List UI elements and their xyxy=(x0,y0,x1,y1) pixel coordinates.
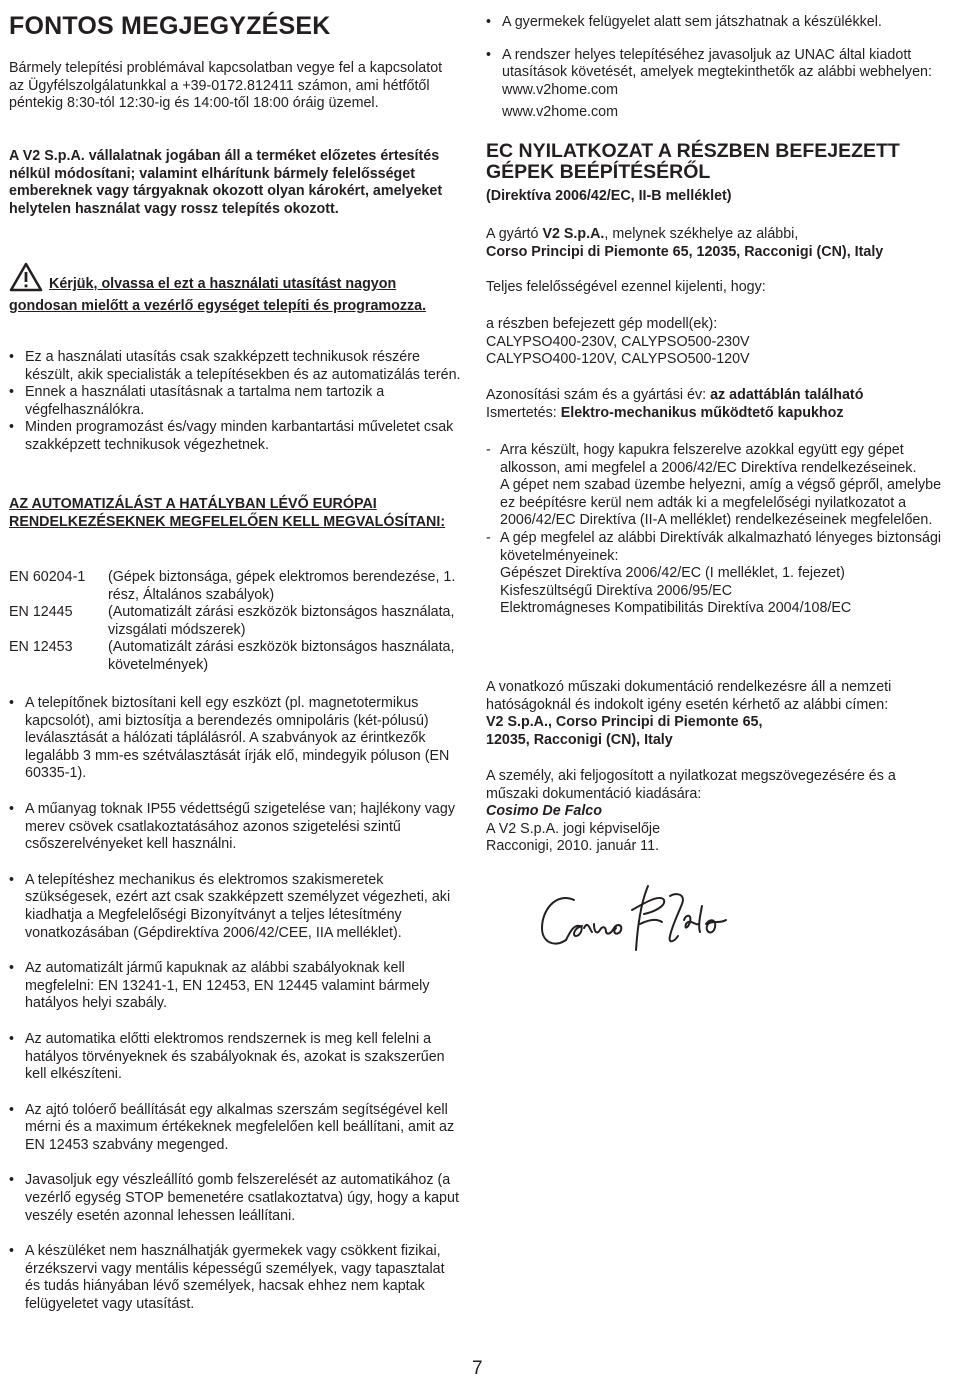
manufacturer-suffix: , melynek székhelye az alábbi, xyxy=(604,226,799,242)
directive-line: Gépészet Direktíva 2006/42/EC (I melléklet, 1. fejezet) xyxy=(500,565,845,582)
standard-code: EN 60204-1 xyxy=(9,569,86,585)
documentation-address-2: 12035, Racconigi (CN), Italy xyxy=(486,731,673,748)
models-block xyxy=(486,316,944,369)
ec-declaration-subtitle: (Direktíva 2006/42/EC, II-B melléklet) xyxy=(486,188,732,204)
id-value: az adattáblán található xyxy=(710,387,864,403)
signatory-block xyxy=(486,768,944,856)
right-bullet-list xyxy=(486,14,944,99)
desc-label: Ismertetés: xyxy=(486,404,561,421)
ec-declaration-title: EC NYILATKOZAT A RÉSZBEN BEFEJEZETT GÉPEK BEÉPÍTÉSÉRŐL xyxy=(486,140,900,183)
intro-bullet-list xyxy=(9,349,461,455)
website-link[interactable]: www.v2home.com xyxy=(502,104,619,120)
standard-code: EN 12453 xyxy=(9,639,73,656)
standard-code: EN 12445 xyxy=(9,604,73,621)
standard-row xyxy=(9,569,461,604)
list-item: • A rendszer helyes telepítéséhez javasoljuk az UNAC által kiadott utasítások követését, amelyek megtekinthetők az alábbi webhelyen: www.v2home.com xyxy=(486,47,944,100)
list-item: • Ez a használati utasítás csak szakképzett technikusok részére készült, akik specialisták a telepítésekben és az automatizálás terén. xyxy=(9,349,461,384)
declaration-statement: Teljes felelősségével ezennel kijelenti, hogy: xyxy=(486,279,766,295)
manufacturer-block xyxy=(486,226,944,261)
directive-line: Elektromágneses Kompatibilitás Direktíva 2004/108/EC xyxy=(500,600,852,617)
disclaimer-text: A V2 S.p.A. vállalatnak jogában áll a terméket előzetes értesítés nélkül módosítani; valamint elhárítunk bármely felelősséget embereknek vagy tárgyaknak okozott olyan károkért, amelyeket helytelen használat vagy rossz telepítés okozott. xyxy=(9,148,443,217)
dash-item: - Arra készült, hogy kapukra felszerelve azokkal együtt egy gépet alkosson, ami megfelel a 2006/42/EC Direktíva rendelkezéseinek. xyxy=(486,442,917,476)
list-item: • A gyermekek felügyelet alatt sem játszhatnak a készülékkel. xyxy=(486,14,944,32)
signer-name: Cosimo De Falco xyxy=(486,803,602,820)
dash-item-continuation: A gépet nem szabad üzembe helyezni, amíg a végső gépről, amelybe ez beépítésre kerül nem adták ki a megfelelőségi nyilatkozatot a 2006/42/EC Direktíva (II-A melléklet) rendelkezéseinek megfelelően. xyxy=(500,477,942,529)
list-item: • Javasoljuk egy vészleállító gomb felszerelését az automatikához (a vezérlő egység STOP bemenetére csatlakoztatva) úgy, hogy a kaput veszély esetén azonnal lehessen leállítani. xyxy=(9,1172,461,1225)
list-item: • Az automatizált jármű kapuknak az alábbi szabályoknak kell megfelelni: EN 13241-1, EN 12453, EN 12445 valamint bármely hatályos helyi szabály. xyxy=(9,960,461,1013)
handwritten-signature xyxy=(536,880,746,965)
place-date: Racconigi, 2010. január 11. xyxy=(486,838,660,855)
list-item: • A telepítéshez mechanikus és elektromos szakismeretek szükségesek, ezért azt csak szakképzett személyzet végezheti, aki kiadhatja a Megfelelőségi Bizonyítványt a teljes létesítmény vonatkozásában (Gépdirektíva 2006/42/CEE, IIA melléklet). xyxy=(9,872,461,942)
signer-role: A V2 S.p.A. jogi képviselője xyxy=(486,820,661,837)
dash-item-text: A gép megfelel az alábbi Direktívák alkalmazható lényeges biztonsági követelményeinek: xyxy=(500,529,942,564)
standard-desc: (Automatizált zárási eszközök biztonságos használata, követelmények) xyxy=(108,639,455,673)
manufacturer-name: V2 S.p.A. xyxy=(542,226,605,242)
warning-notice xyxy=(9,262,461,315)
list-item: • Az ajtó tolóerő beállítását egy alkalmas szerszám segítségével kell mérni és a maximum értékeknek megfelelően kell beállítani, amit az EN 12453 szabvány megenged. xyxy=(9,1102,461,1155)
intro-text: Bármely telepítési problémával kapcsolatban vegye fel a kapcsolatot az Ügyfélszolgálatunkkal a +39-0172.812411 számon, ami hétfőtől péntekig 8:30-tól 12:30-ig és 14:00-től 18:00 óráig üzemel. xyxy=(9,60,443,112)
list-item: • A telepítőnek biztosítani kell egy eszközt (pl. magnetotermikus kapcsolót), ami biztosítja a berendezés omnipoláris (két-pólusú) leválasztását a hálózati táplálásról. A szabványok az érintkezők legalább 3 mm-es szétválasztását írják elő, mindegyik póluson (EN 60335-1). xyxy=(9,695,461,783)
warning-triangle-icon xyxy=(9,262,43,298)
list-item: • A műanyag toknak IP55 védettségű szigetelése van; hajlékony vagy merev csövek csatlakoztatásához azonos szigetelési szintű csőszerelvényeket kell használni. xyxy=(9,801,461,854)
authorized-text: A személy, aki feljogosított a nyilatkozat megszövegezésére és a műszaki dokumentáció kiadására: xyxy=(486,768,896,802)
conformity-block xyxy=(486,442,944,618)
standard-row xyxy=(9,604,461,639)
page-title: FONTOS MEGJEGYZÉSEK xyxy=(9,12,331,40)
manufacturer-prefix: A gyártó xyxy=(486,226,543,242)
safety-bullet-list xyxy=(9,695,461,1314)
id-label: Azonosítási szám és a gyártási év: xyxy=(486,387,711,403)
standard-row xyxy=(9,639,461,674)
standard-desc: (Automatizált zárási eszközök biztonságos használata, vizsgálati módszerek) xyxy=(108,604,455,638)
list-item: • Az automatika előtti elektromos rendszernek is meg kell felelni a hatályos törvényeknek és szabályoknak és, azokat is szakszerűen kell elkészíteni. xyxy=(9,1031,461,1084)
standard-desc: (Gépek biztonsága, gépek elektromos berendezése, 1. rész, Általános szabályok) xyxy=(108,569,456,603)
dash-item: - A gép megfelel az alábbi Direktívák alkalmazható lényeges biztonsági követelményeinek: xyxy=(486,529,942,564)
identification-block xyxy=(486,387,944,422)
documentation-address-1: V2 S.p.A., Corso Principi di Piemonte 65, xyxy=(486,714,763,731)
list-item: • Ennek a használati utasításnak a tartalma nem tartozik a végfelhasználókra. xyxy=(9,384,461,419)
documentation-text: A vonatkozó műszaki dokumentáció rendelkezésre áll a nemzeti hatóságoknál és indokolt igény esetén kérhető az alábbi címen: xyxy=(486,679,892,713)
model-line: CALYPSO400-120V, CALYPSO500-120V xyxy=(486,351,750,368)
list-item: • Minden programozást és/vagy minden karbantartási műveletet csak szakképzett technikusok végezhetnek. xyxy=(9,419,461,454)
dash-item-text: Arra készült, hogy kapukra felszerelve azokkal együtt egy gépet alkosson, ami megfelel a 2006/42/EC Direktíva rendelkezéseinek. xyxy=(500,442,917,476)
standards-heading: AZ AUTOMATIZÁLÁST A HATÁLYBAN LÉVŐ EURÓPAI RENDELKEZÉSEKNEK MEGFELELŐEN KELL MEGVALÓSÍTANI: xyxy=(9,496,446,530)
manufacturer-address: Corso Principi di Piemonte 65, 12035, Racconigi (CN), Italy xyxy=(486,243,884,260)
standards-table xyxy=(9,569,461,675)
models-label: a részben befejezett gép modell(ek): xyxy=(486,316,718,332)
documentation-block xyxy=(486,679,944,749)
desc-value: Elektro-mechanikus működtető kapukhoz xyxy=(560,404,844,421)
page-number: 7 xyxy=(472,1358,483,1379)
model-line: CALYPSO400-230V, CALYPSO500-230V xyxy=(486,333,750,350)
directive-line: Kisfeszültségű Direktíva 2006/95/EC xyxy=(500,582,733,599)
list-item: • A készüléket nem használhatják gyermekek vagy csökkent fizikai, érzékszervi vagy mentális képességű személyek, vagy tapasztalat és tudás hiányában lévő személyek, hacsak ehhez nem kaptak felügyeletet vagy utasítást. xyxy=(9,1243,461,1313)
warning-text: Kérjük, olvassa el ezt a használati utasítást nagyon gondosan mielőtt a vezérlő egységet telepíti és programozza. xyxy=(9,276,427,314)
